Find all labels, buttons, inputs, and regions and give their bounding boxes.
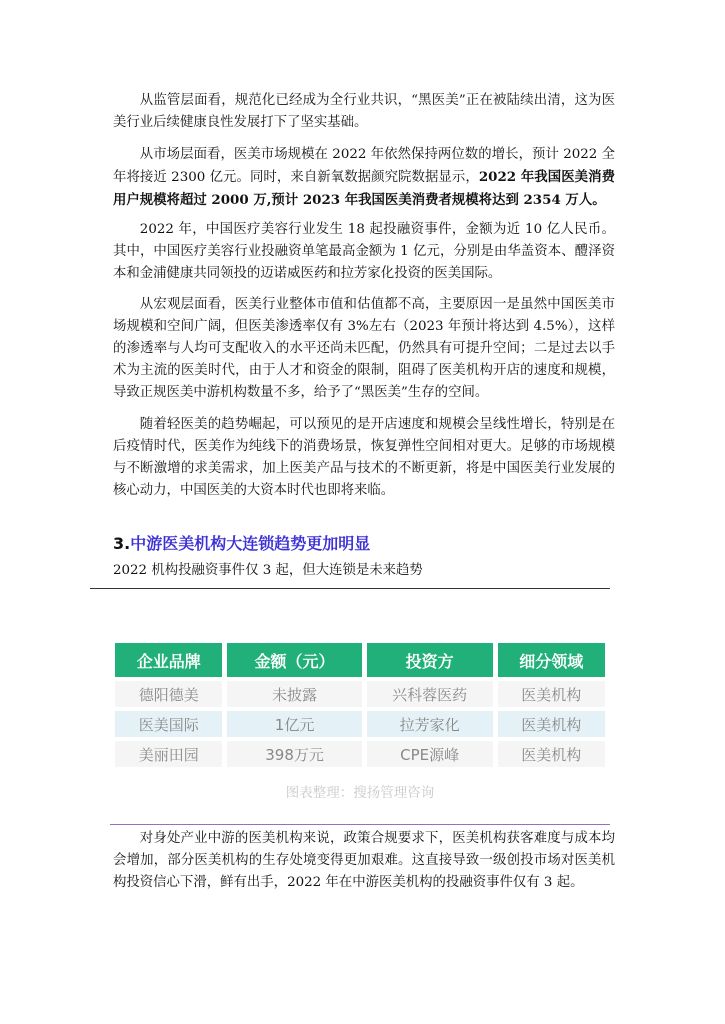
paragraph-market-plain: 从市场层面看，医美市场规模在 2022 年依然保持两位数的增长，预计 2022 全年将接近 2300 亿元。同时，来自新氧数据颜究院数据显示，	[113, 147, 615, 185]
header-brand: 企业品牌	[115, 643, 222, 677]
cell-segment: 医美机构	[498, 711, 605, 737]
paragraph-macro: 从宏观层面看，医美行业整体市值和估值都不高，主要原因一是虽然中国医美市场规模和空间广阔，但医美渗透率仅有 3%左右（2023 年预计将达到 4.5%），这样的渗透率与人均可支配收入的水平还尚未匹配，仍然具有可提升空间；二是过去以手术为主流的医美时代，由于人才和资金的限制，阻碍了医美机构开店的速度和规模，导致正规医美中游机构数量不多，给予了“黑医美”生存的空间。	[113, 297, 615, 400]
cell-brand: 医美国际	[115, 711, 222, 737]
cell-amount: 398万元	[227, 741, 361, 767]
section-subtitle: 2022 机构投融资事件仅 3 起，但大连锁是未来趋势	[113, 563, 423, 578]
divider-bottom	[110, 824, 610, 825]
header-amount: 金额（元）	[227, 643, 361, 677]
cell-investor: 拉芳家化	[367, 711, 493, 737]
section-title: 中游医美机构大连锁趋势更加明显	[130, 534, 371, 553]
header-investor: 投资方	[367, 643, 493, 677]
table-row	[115, 711, 605, 737]
header-segment: 细分领域	[498, 643, 605, 677]
paragraph-regulation: 从监管层面看，规范化已经成为全行业共识，“黑医美”正在被陆续出清，这为医美行业后续健康良性发展打下了坚实基础。	[113, 93, 615, 130]
paragraph-financing: 2022 年，中国医疗美容行业发生 18 起投融资事件，金额为近 10 亿人民币。其中，中国医疗美容行业投融资单笔最高金额为 1 亿元，分别是由华盖资本、醴泽资本和金浦健康共同领投的迈诺威医药和拉芳家化投资的医美国际。	[113, 222, 615, 281]
section-number: 3.	[113, 534, 131, 553]
paragraph-trend: 随着轻医美的趋势崛起，可以预见的是开店速度和规模会呈线性增长，特别是在后疫情时代，医美作为纯线下的消费场景，恢复弹性空间相对更大。足够的市场规模与不断激增的求美需求，加上医美产品与技术的不断更新，将是中国医美行业发展的核心动力，中国医美的大资本时代也即将来临。	[113, 417, 615, 498]
table-row	[115, 741, 605, 767]
paragraph-market	[113, 144, 615, 212]
divider-top	[90, 588, 610, 589]
table-header-row	[115, 643, 605, 677]
cell-amount: 未披露	[227, 681, 361, 707]
cell-brand: 美丽田园	[115, 741, 222, 767]
cell-segment: 医美机构	[498, 741, 605, 767]
table-row	[115, 681, 605, 707]
cell-amount: 1亿元	[227, 711, 361, 737]
section-heading	[113, 532, 370, 556]
cell-investor: CPE源峰	[367, 741, 493, 767]
cell-investor: 兴科蓉医药	[367, 681, 493, 707]
cell-segment: 医美机构	[498, 681, 605, 707]
paragraph-market-bold: 2022 年我国医美消费用户规模将超过 2000 万,预计 2023 年我国医美消费者规模将达到 2354 万人。	[113, 169, 615, 208]
paragraph-midstream: 对身处产业中游的医美机构来说，政策合规要求下，医美机构获客难度与成本均会增加，部分医美机构的生存处境变得更加艰难。这直接导致一级创投市场对医美机构投资信心下滑，鲜有出手，2022 年在中游医美机构的投融资事件仅有 3 起。	[113, 831, 615, 890]
table-caption: 图表整理：搜扬管理咨询	[285, 785, 435, 801]
investment-table-figure	[110, 639, 610, 771]
investment-table	[110, 639, 610, 771]
cell-brand: 德阳德美	[115, 681, 222, 707]
